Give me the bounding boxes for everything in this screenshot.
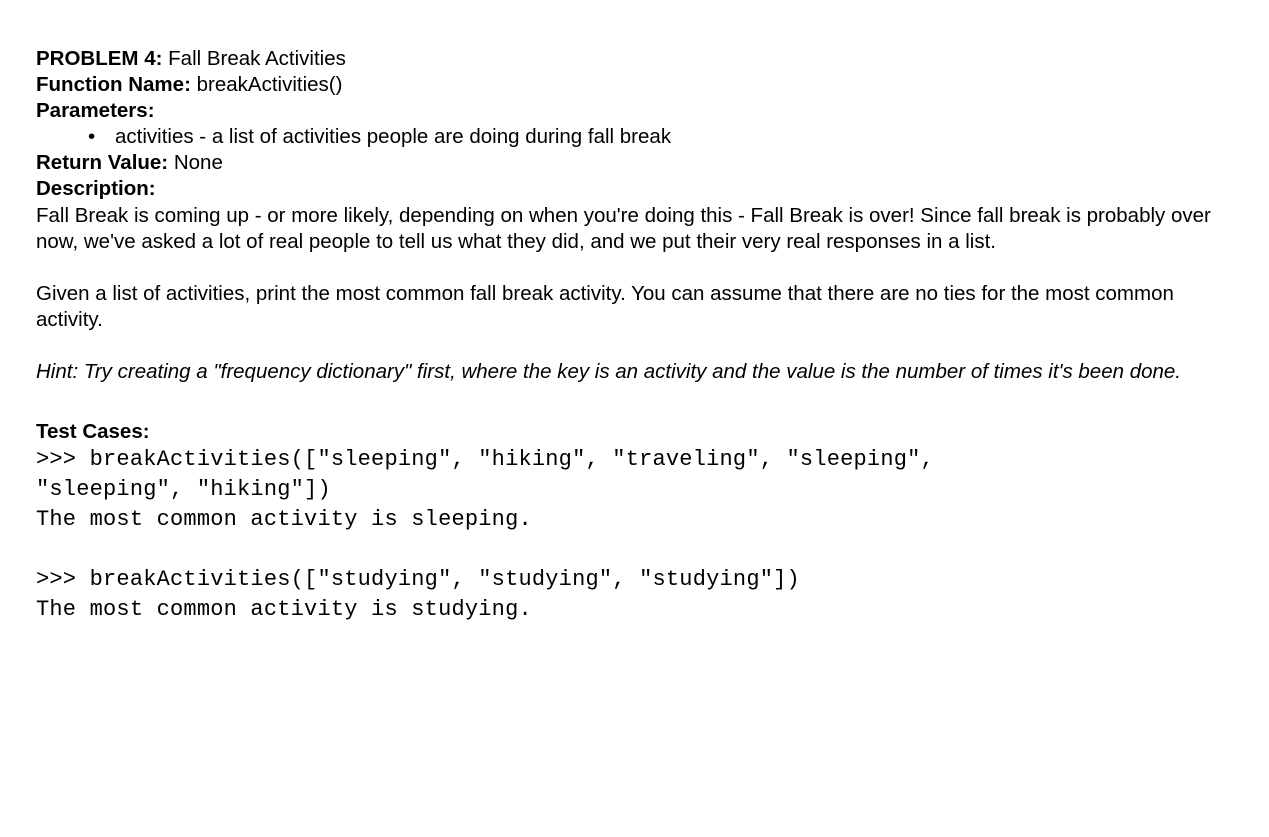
problem-document xyxy=(36,46,1246,625)
test-case-output: The most common activity is sleeping. xyxy=(36,507,532,532)
test-case-output: The most common activity is studying. xyxy=(36,597,532,622)
test-cases-label: Test Cases: xyxy=(36,420,150,443)
test-cases-row xyxy=(36,419,1246,445)
parameter-text: activities - a list of activities people are doing during fall break xyxy=(115,125,672,148)
parameters-label: Parameters: xyxy=(36,99,155,122)
test-case-call-line: >>> breakActivities(["sleeping", "hiking", "traveling", "sleeping", xyxy=(36,447,934,472)
paragraph-spacer xyxy=(36,255,1246,281)
test-case-call-line: >>> breakActivities(["studying", "studying", "studying"]) xyxy=(36,567,800,592)
parameters-row xyxy=(36,98,1246,124)
test-case-2 xyxy=(36,565,1246,625)
problem-title: Fall Break Activities xyxy=(168,47,346,70)
parameter-list-item xyxy=(36,124,1246,150)
test-case-1 xyxy=(36,445,1246,535)
return-value-label: Return Value: xyxy=(36,151,169,174)
code-spacer xyxy=(36,535,1246,565)
bullet-icon: • xyxy=(88,125,96,148)
function-name-value: breakActivities() xyxy=(196,73,343,96)
function-name-label: Function Name: xyxy=(36,73,191,96)
problem-header xyxy=(36,46,1246,72)
description-paragraph-2: Given a list of activities, print the most common fall break activity. You can assume that there are no ties for the most common activity. xyxy=(36,282,1174,331)
problem-label: PROBLEM 4: xyxy=(36,47,163,70)
description-paragraph-1: Fall Break is coming up - or more likely, depending on when you're doing this - Fall Break is over! Since fall break is probably over now, we've asked a lot of real people to tell us what they did, and we put their very real responses in a list. xyxy=(36,204,1211,253)
return-value-text: None xyxy=(173,151,223,174)
description-row xyxy=(36,176,1246,202)
return-value-row xyxy=(36,150,1246,176)
paragraph-spacer xyxy=(36,385,1246,411)
hint-paragraph: Hint: Try creating a "frequency dictionary" first, where the key is an activity and the value is the number of times it's been done. xyxy=(36,360,1181,383)
test-case-call-line: "sleeping", "hiking"]) xyxy=(36,477,331,502)
description-label: Description: xyxy=(36,177,156,200)
function-name-row xyxy=(36,72,1246,98)
paragraph-spacer xyxy=(36,333,1246,359)
